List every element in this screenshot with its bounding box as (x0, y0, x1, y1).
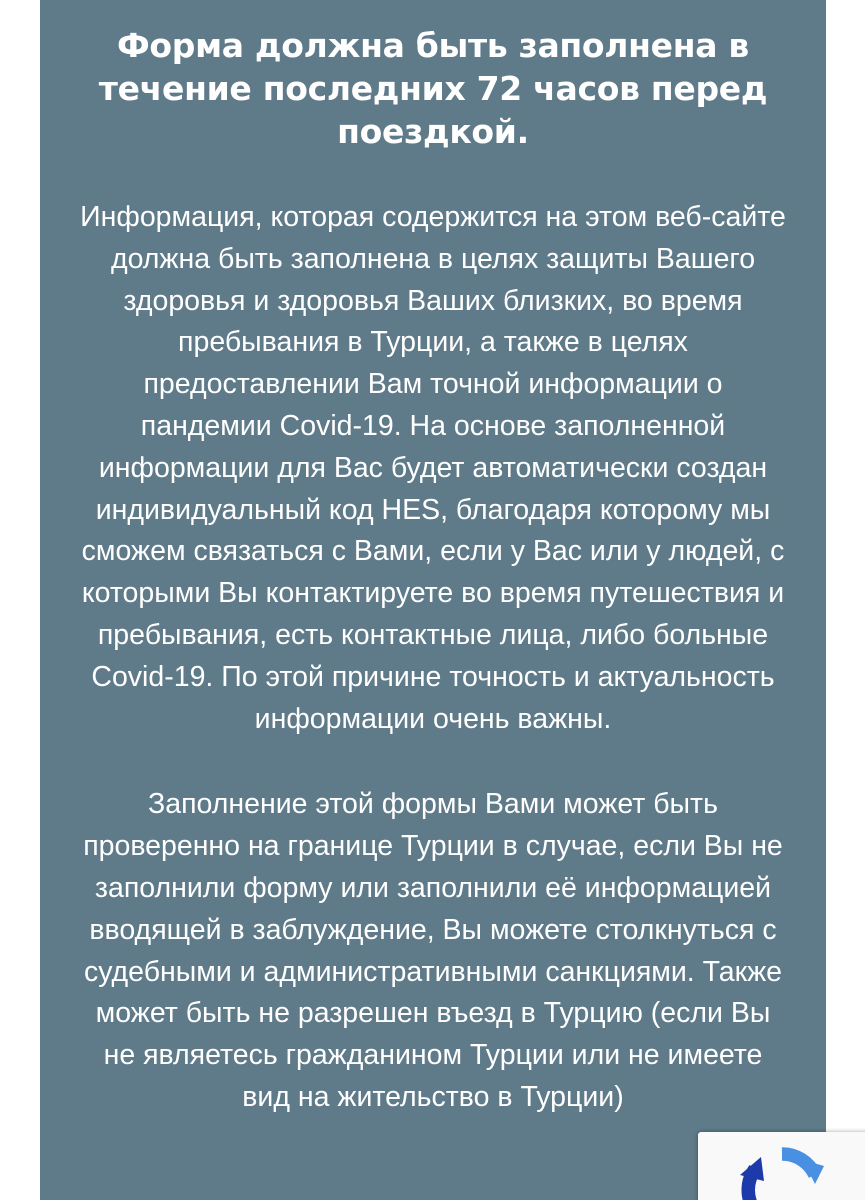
notice-title: Форма должна быть заполнена в течение последних 72 часов перед поездкой. (98, 26, 768, 151)
recaptcha-logo-icon (734, 1142, 830, 1200)
notice-panel (40, 0, 826, 1200)
recaptcha-badge[interactable] (698, 1132, 865, 1200)
notice-paragraph-purpose: Информация, которая содержится на этом веб-сайте должна быть заполнена в целях защиты Вашего здоровья и здоровья Ваших близких, во время пребывания в Турции, а также в целях предоставлении Вам точной информации о пандемии Covid-19. На основе заполненной информации для Вас будет автоматически создан индивидуальный код HES, благодаря которому мы сможем связаться с Вами, если у Вас или у людей, с которыми Вы контактируете во время путешествия и пребывания, есть контактные лица, либо больные Covid-19. По этой причине точность и актуальность информации очень важны. (80, 201, 786, 735)
notice-paragraph-sanctions: Заполнение этой формы Вами может быть проверенно на границе Турции в случае, если Вы не заполнили форму или заполнили её информацией вводящей в заблуждение, Вы можете столкнуться с судебными и административными санкциями. Также может быть не разрешен въезд в Турцию (если Вы не являетесь гражданином Турции или не имеете вид на жительство в Турции) (83, 788, 783, 1113)
